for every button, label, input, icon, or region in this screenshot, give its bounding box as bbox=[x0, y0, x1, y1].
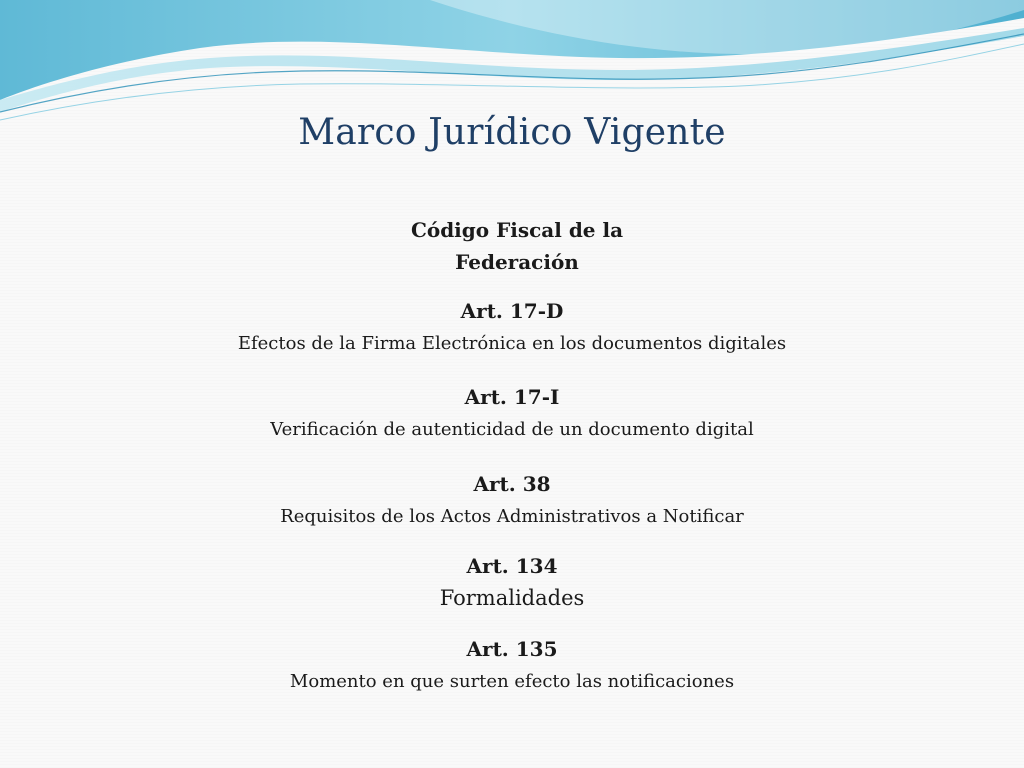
article-description: Efectos de la Firma Electrónica en los documentos digitales bbox=[237, 333, 787, 354]
article-description: Requisitos de los Actos Administrativos a Notificar bbox=[280, 506, 744, 527]
article-description: Momento en que surten efecto las notificaciones bbox=[289, 671, 735, 692]
article-block bbox=[0, 298, 1024, 357]
article-description: Verificación de autenticidad de un documento digital bbox=[270, 419, 754, 440]
slide-subtitle: Código Fiscal de la Federación bbox=[410, 218, 624, 274]
article-heading: Art. 135 bbox=[466, 637, 558, 661]
article-block bbox=[0, 471, 1024, 530]
decorative-wave-banner bbox=[0, 0, 1024, 130]
article-block bbox=[0, 384, 1024, 443]
article-heading: Art. 38 bbox=[473, 472, 551, 496]
article-heading: Art. 134 bbox=[466, 554, 558, 578]
article-block bbox=[0, 553, 1024, 611]
slide-title: Marco Jurídico Vigente bbox=[298, 112, 726, 153]
article-heading: Art. 17-I bbox=[464, 385, 560, 409]
article-block bbox=[0, 636, 1024, 695]
article-heading: Art. 17-D bbox=[460, 299, 564, 323]
article-description: Formalidades bbox=[439, 586, 585, 610]
